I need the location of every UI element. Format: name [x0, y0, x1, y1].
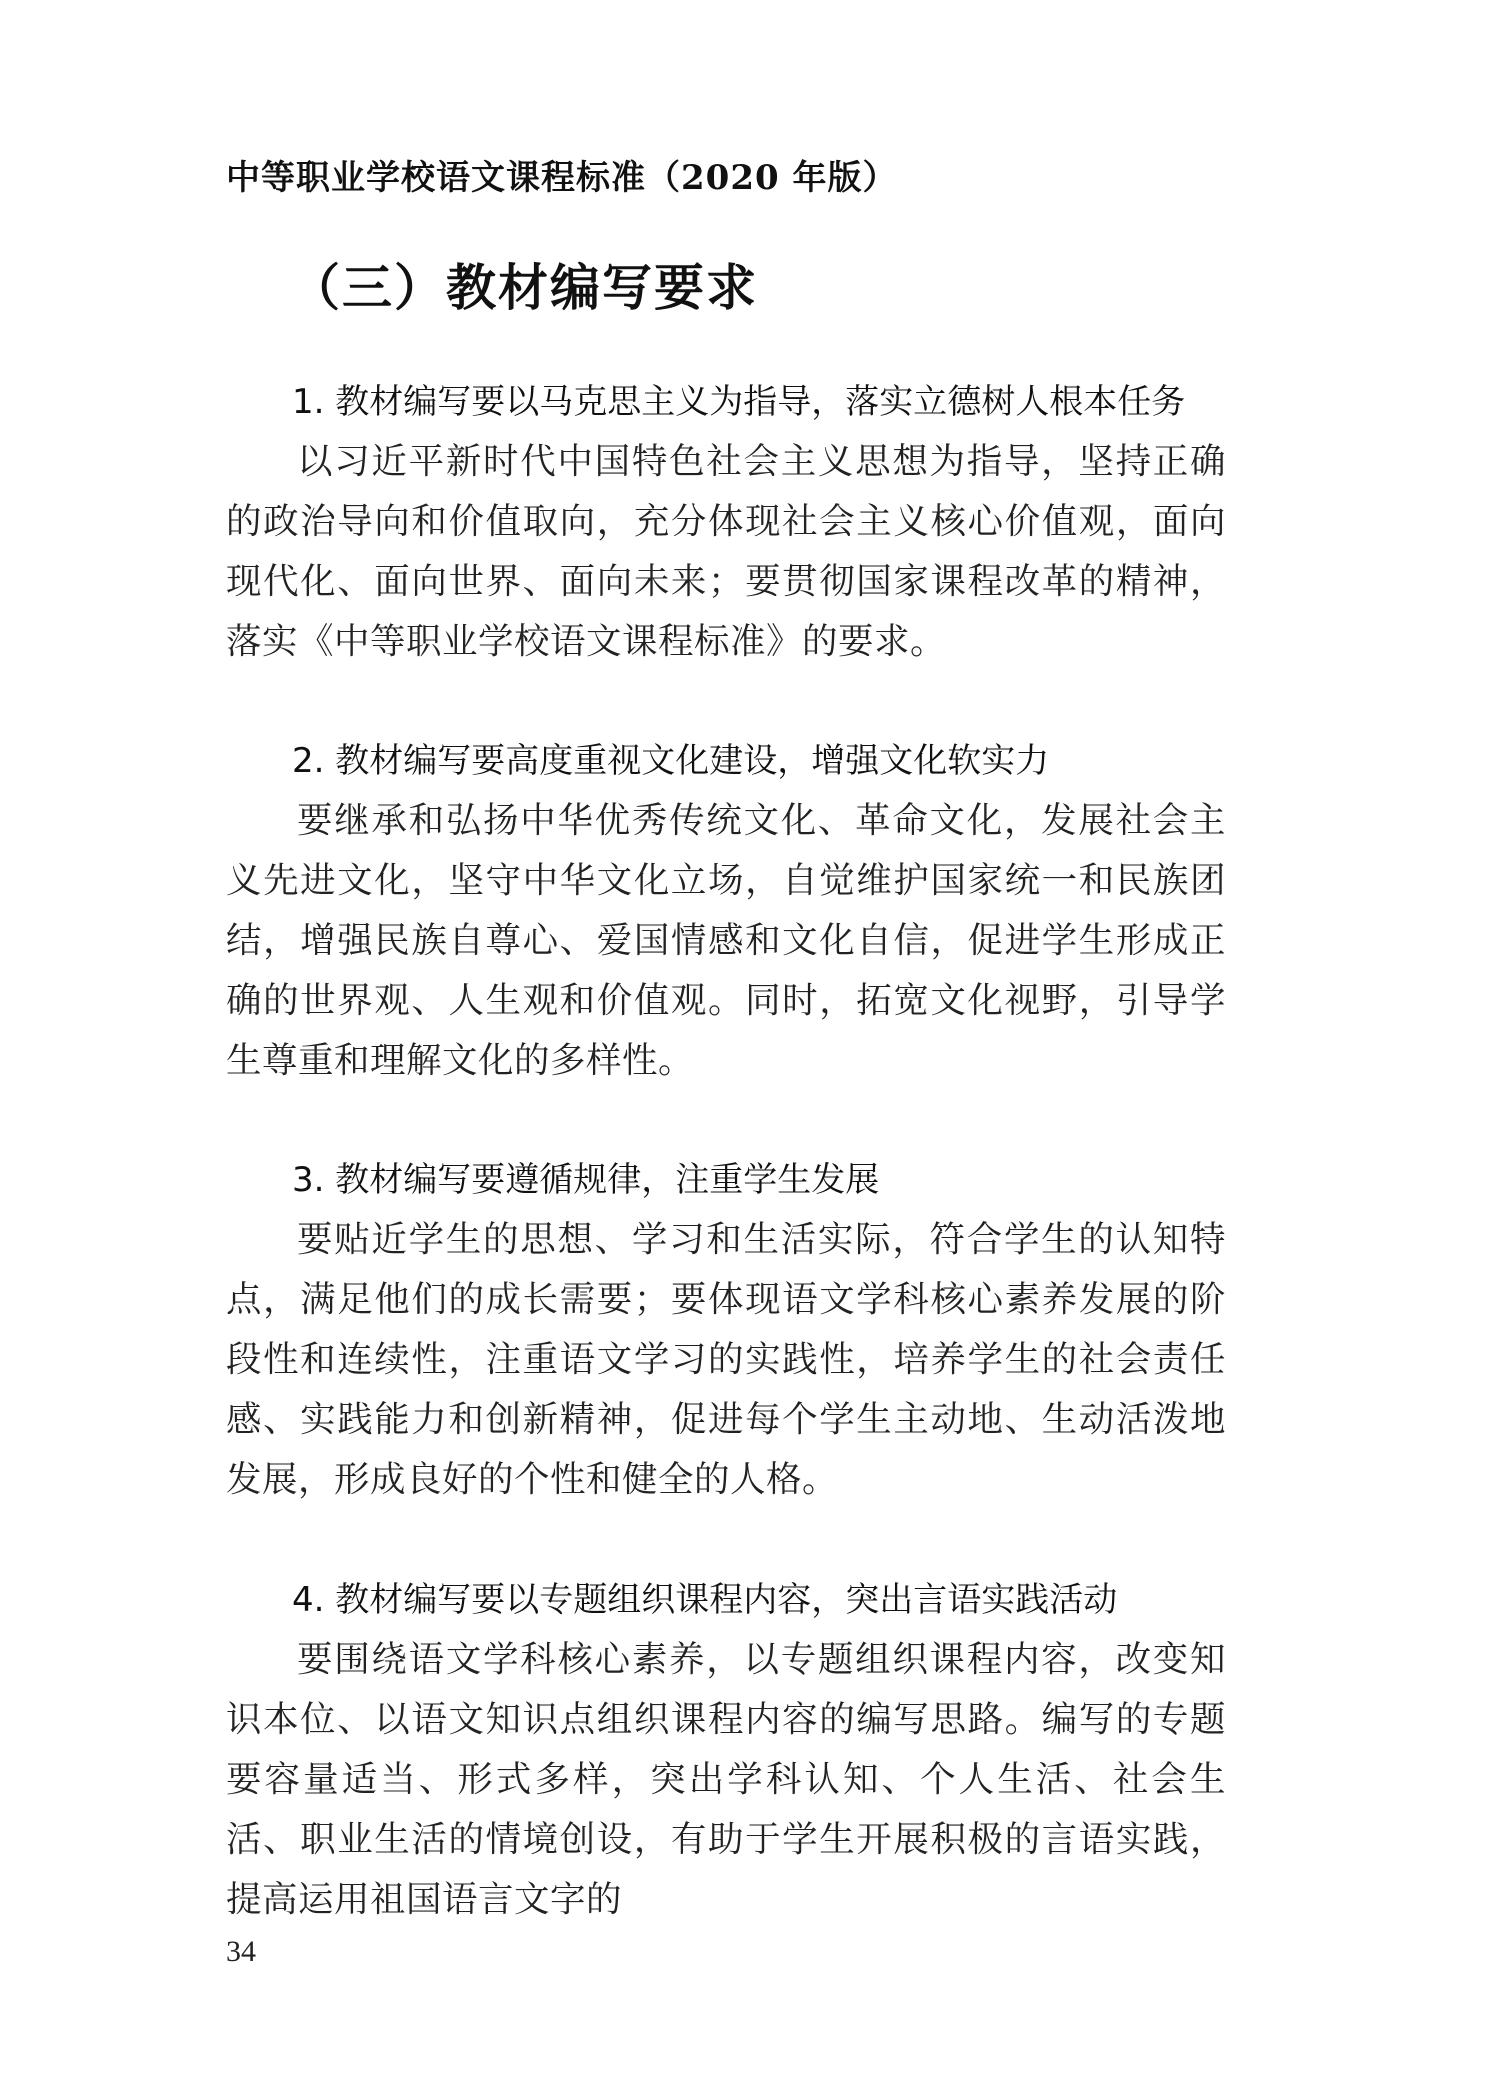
item-heading: 4. 教材编写要以专题组织课程内容，突出言语实践活动 — [292, 1580, 1118, 1620]
item-body: 要继承和弘扬中华优秀传统文化、革命文化，发展社会主义先进文化，坚守中华文化立场，自觉维护国家统一和民族团结，增强民族自尊心、爱国情感和文化自信，促进学生形成正确的世界观、人生观和价值观。同时，拓宽文化视野，引导学生尊重和理解文化的多样性。 — [226, 800, 1226, 1081]
item-body: 要围绕语文学科核心素养，以专题组织课程内容，改变知识本位、以语文知识点组织课程内容的编写思路。编写的专题要容量适当、形式多样，突出学科认知、个人生活、社会生活、职业生活的情境创设，有助于学生开展积极的言语实践，提高运用祖国语言文字的 — [226, 1639, 1226, 1920]
running-header-title: 中等职业学校语文课程标准（2020 年版） — [226, 158, 898, 198]
item-4 — [226, 1570, 1226, 1930]
item-2 — [226, 731, 1226, 1091]
item-3 — [226, 1150, 1226, 1510]
item-body: 以习近平新时代中国特色社会主义思想为指导，坚持正确的政治导向和价值取向，充分体现社会主义核心价值观，面向现代化、面向世界、面向未来；要贯彻国家课程改革的精神，落实《中等职业学校语文课程标准》的要求。 — [226, 441, 1226, 662]
item-heading: 3. 教材编写要遵循规律，注重学生发展 — [292, 1160, 880, 1200]
item-1 — [226, 372, 1226, 672]
page-number: 34 — [226, 1935, 256, 1968]
item-heading: 1. 教材编写要以马克思主义为指导，落实立德树人根本任务 — [292, 382, 1186, 422]
section-heading: （三）教材编写要求 — [290, 259, 758, 317]
item-body: 要贴近学生的思想、学习和生活实际，符合学生的认知特点，满足他们的成长需要；要体现语文学科核心素养发展的阶段性和连续性，注重语文学习的实践性，培养学生的社会责任感、实践能力和创新精神，促进每个学生主动地、生动活泼地发展，形成良好的个性和健全的人格。 — [226, 1219, 1226, 1500]
item-heading: 2. 教材编写要高度重视文化建设，增强文化软实力 — [292, 741, 1050, 781]
